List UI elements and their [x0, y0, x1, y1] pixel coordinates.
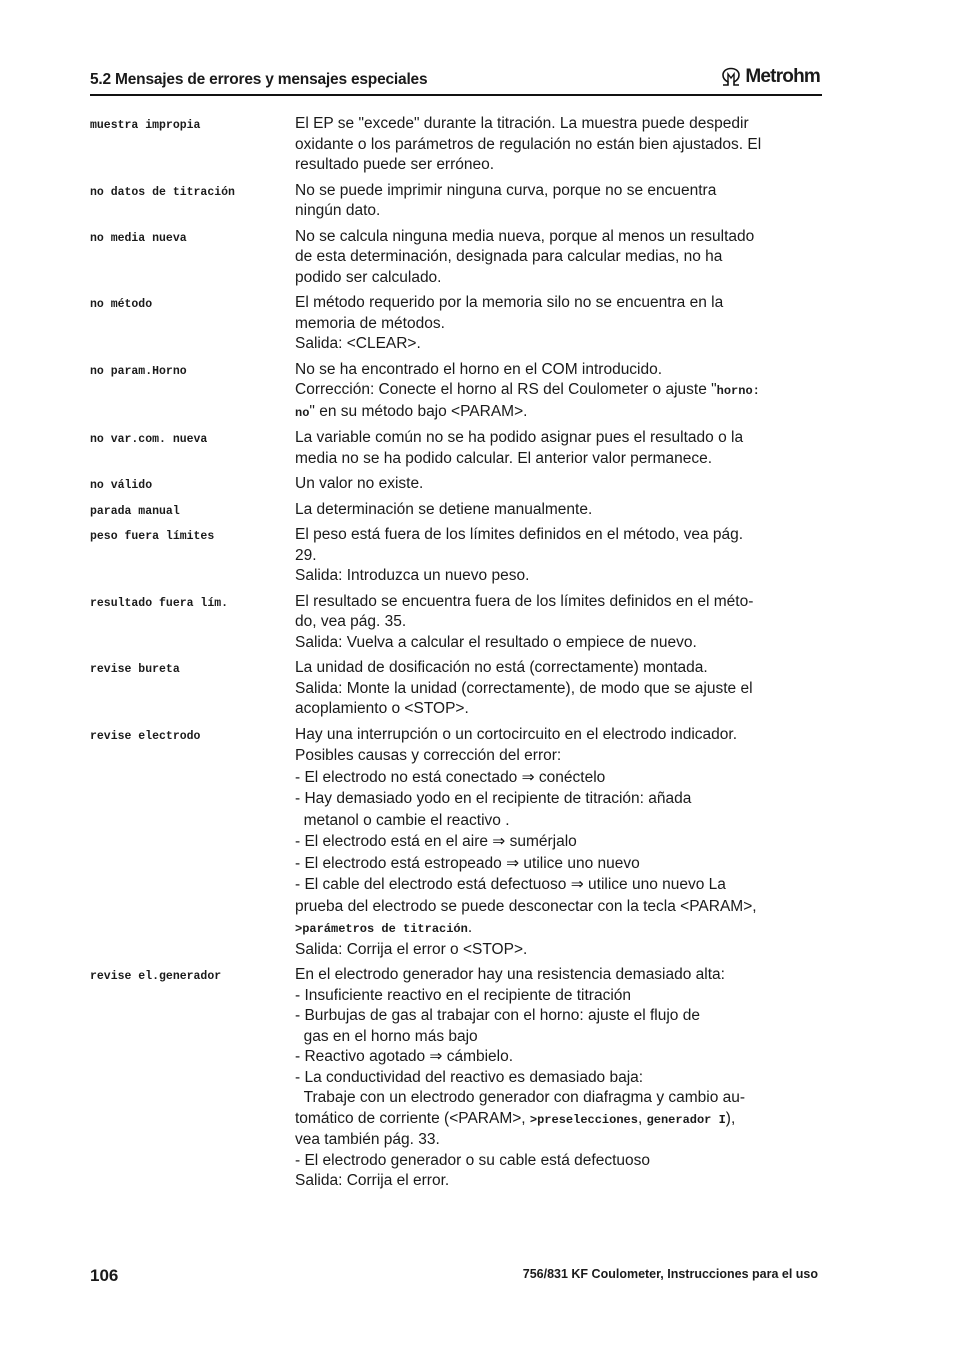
description-line: Trabaje con un electrodo generador con diafragma y cambio au- — [295, 1089, 746, 1106]
description-line: No se ha encontrado el horno en el COM introducido. — [295, 360, 663, 378]
metrohm-logo — [720, 66, 820, 88]
description-line — [295, 918, 830, 940]
description-text: Corrección: Conecte el horno al RS del Coulometer o ajuste " — [295, 381, 717, 398]
code-term: no — [295, 405, 310, 420]
document-title: 756/831 KF Coulometer, Instrucciones para el uso — [522, 1267, 818, 1281]
entry-no-var-com-nueva — [90, 428, 830, 469]
section-title: 5.2 Mensajes de errores y mensajes especiales — [90, 71, 428, 88]
entry-peso-fuera-limites — [90, 525, 830, 587]
entry-no-valido — [90, 474, 830, 495]
description-line: de esta determinación, designada para calcular medias, no ha — [295, 248, 723, 265]
description-line: - El electrodo generador o su cable está defectuoso — [295, 1151, 651, 1169]
message-term: no param.Horno — [90, 364, 187, 378]
description-line: memoria de métodos. — [295, 314, 445, 332]
description-line: metanol o cambie el reactivo . — [295, 811, 510, 829]
description-line: No se puede imprimir ninguna curva, porque no se encuentra — [295, 181, 717, 199]
message-description — [295, 428, 830, 469]
entry-no-param-horno — [90, 360, 830, 424]
description-line: - El electrodo no está conectado ⇒ conéctelo — [295, 768, 606, 786]
description-text: . — [467, 919, 473, 936]
message-term: revise bureta — [90, 663, 180, 676]
description-line: El método requerido por la memoria silo no se encuentra en la — [295, 294, 724, 311]
description-line: Salida: Introduzca un nuevo peso. — [295, 567, 530, 584]
description-line: - Hay demasiado yodo en el recipiente de titración: añada — [295, 790, 692, 807]
description-line: podido ser calculado. — [295, 268, 442, 286]
description-line: - Burbujas de gas al trabajar con el horno: ajuste el flujo de — [295, 1007, 700, 1024]
entry-parada-manual — [90, 500, 830, 521]
description-line: - La conductividad del reactivo es demasiado baja: — [295, 1068, 644, 1086]
description-line — [295, 1109, 830, 1131]
message-description — [295, 227, 830, 289]
description-line: El EP se "excede" durante la titración. La muestra puede despedir — [295, 115, 749, 132]
description-line: La determinación se detiene manualmente. — [295, 500, 593, 518]
code-term: generador I — [646, 1112, 726, 1127]
description-text: , — [637, 1109, 647, 1127]
message-description — [295, 965, 830, 1192]
description-line: Un valor no existe. — [295, 475, 424, 492]
message-description — [295, 500, 830, 521]
message-description — [295, 725, 830, 961]
message-term: no método — [90, 298, 153, 311]
message-term: parada manual — [90, 504, 180, 518]
entry-no-datos-titracion — [90, 181, 830, 222]
entry-resultado-fuera-lim — [90, 592, 830, 654]
description-line: La unidad de dosificación no está (correctamente) montada. — [295, 659, 708, 676]
description-line: El resultado se encuentra fuera de los límites definidos en el méto- — [295, 592, 754, 610]
message-description — [295, 360, 830, 424]
code-term: >preselecciones — [529, 1112, 638, 1127]
description-line: media no se ha podido calcular. El anterior valor permanece. — [295, 449, 713, 467]
page-header — [90, 64, 822, 96]
description-line: prueba del electrodo se puede desconectar con la tecla <PARAM>, — [295, 897, 757, 915]
description-line: Salida: Vuelva a calcular el resultado o empiece de nuevo. — [295, 633, 697, 651]
message-description — [295, 658, 830, 720]
message-description — [295, 114, 830, 176]
description-line: ningún dato. — [295, 202, 381, 219]
page-number: 106 — [90, 1266, 119, 1285]
logo-text: Metrohm — [745, 66, 820, 87]
description-line: oxidante o los parámetros de regulación no están bien ajustados. El — [295, 135, 762, 153]
message-description — [295, 474, 830, 495]
description-text: ), — [725, 1109, 736, 1127]
description-line — [295, 380, 830, 402]
description-line: acoplamiento o <STOP>. — [295, 700, 469, 717]
entry-revise-el-generador — [90, 965, 830, 1192]
description-line: do, vea pág. 35. — [295, 613, 407, 630]
description-line: Salida: Corrija el error. — [295, 1172, 450, 1189]
description-line: resultado puede ser erróneo. — [295, 156, 495, 173]
description-line: - El electrodo está en el aire ⇒ sumérjalo — [295, 833, 577, 850]
message-term: revise el.generador — [90, 970, 222, 983]
message-term: resultado fuera lím. — [90, 596, 229, 610]
message-term: muestra impropia — [90, 119, 201, 132]
message-description — [295, 181, 830, 222]
description-line: 29. — [295, 546, 317, 564]
description-line: Hay una interrupción o un cortocircuito en el electrodo indicador. — [295, 725, 738, 743]
message-description — [295, 592, 830, 654]
description-line: Salida: Corrija el error o <STOP>. — [295, 940, 528, 958]
description-line: En el electrodo generador hay una resistencia demasiado alta: — [295, 966, 725, 983]
error-message-list — [90, 114, 830, 1197]
message-term: no datos de titración — [90, 185, 235, 199]
description-line: - El cable del electrodo está defectuoso ⇒ utilice uno nuevo La — [295, 876, 726, 893]
code-term: horno: — [716, 384, 760, 398]
code-term: >parámetros de titración — [295, 922, 468, 936]
message-term: no válido — [90, 479, 153, 492]
description-line — [295, 402, 830, 424]
description-text: " en su método bajo <PARAM>. — [309, 402, 528, 420]
description-line: Salida: <CLEAR>. — [295, 335, 421, 352]
description-line: vea también pág. 33. — [295, 1131, 440, 1148]
description-line: El peso está fuera de los límites definidos en el método, vea pág. — [295, 526, 744, 543]
entry-muestra-impropia — [90, 114, 830, 176]
description-line: La variable común no se ha podido asignar pues el resultado o la — [295, 429, 744, 446]
message-term: peso fuera límites — [90, 530, 215, 543]
description-line: gas en el horno más bajo — [295, 1027, 478, 1045]
message-term: no var.com. nueva — [90, 433, 208, 446]
metrohm-omega-icon — [720, 67, 742, 87]
message-description — [295, 293, 830, 355]
description-line: - Insuficiente reactivo en el recipiente de titración — [295, 986, 632, 1004]
message-term: revise electrodo — [90, 729, 201, 743]
description-line: Posibles causas y corrección del error: — [295, 747, 562, 764]
message-description — [295, 525, 830, 587]
entry-revise-electrodo — [90, 725, 830, 961]
description-line: - Reactivo agotado ⇒ cámbielo. — [295, 1048, 514, 1065]
description-line: Salida: Monte la unidad (correctamente), de modo que se ajuste el — [295, 679, 753, 697]
message-term: no media nueva — [90, 231, 187, 245]
description-line: No se calcula ninguna media nueva, porque al menos un resultado — [295, 227, 755, 245]
entry-no-media-nueva — [90, 227, 830, 289]
description-line: - El electrodo está estropeado ⇒ utilice uno nuevo — [295, 854, 640, 872]
description-text: tomático de corriente (<PARAM>, — [295, 1109, 530, 1127]
entry-revise-bureta — [90, 658, 830, 720]
entry-no-metodo — [90, 293, 830, 355]
